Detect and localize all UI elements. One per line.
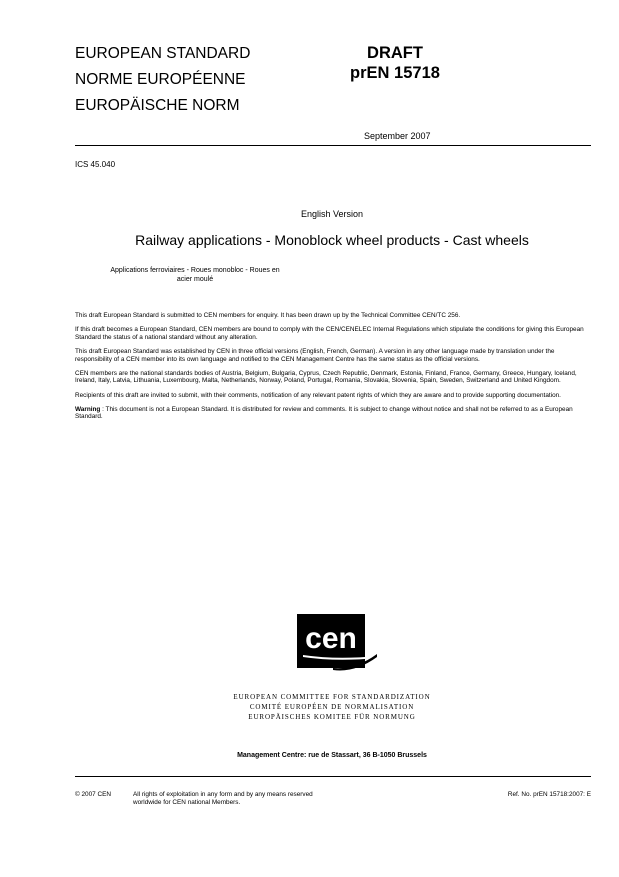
header-divider [75,145,591,146]
copyright: © 2007 CEN [75,791,111,798]
title-de: EUROPÄISCHE NORM [75,97,240,114]
rights-notice [133,791,393,806]
warning-text: : This document is not a European Standard. It is distributed for review and comments. It is subject to change without notice and shall not be referred to as a European Standard. [75,405,573,421]
ics-code: ICS 45.040 [75,160,116,169]
footer-divider [75,776,591,777]
paragraph-patents: Recipients of this draft are invited to submit, with their comments, notification of any relevant patent rights of which they are aware and to provide supporting documentation. [75,391,561,399]
paragraph-regulations: If this draft becomes a European Standard, CEN members are bound to comply with the CEN/CENELEC Internal Regulations which stipulate the conditions for giving this European Standard the status of a national standard without any alteration. [75,326,584,341]
draft-label: DRAFT [367,44,423,62]
paragraph-warning [75,406,593,421]
title-en: EUROPEAN STANDARD [75,45,251,62]
paragraph-enquiry: This draft European Standard is submitted to CEN members for enquiry. It has been drawn up by the Technical Committee CEN/TC 256. [75,312,461,319]
french-title-line1: Applications ferroviaires - Roues monobloc - Roues en [110,267,280,274]
management-centre: Management Centre: rue de Stassart, 36 B-1050 Brussels [237,752,427,759]
paragraph-versions: This draft European Standard was established by CEN in three official versions (English, French, German). A version in any other language made by translation under the responsibility of a CEN member into its own language and notified to the CEN Management Centre has the same status as the official versions. [75,347,555,363]
notice-paragraphs [75,312,593,428]
french-title-line2: acier moulé [176,276,214,283]
committee-fr: COMITÉ EUROPÉEN DE NORMALISATION [249,703,415,711]
cen-logo-text: cen [305,622,357,655]
reference-number: Ref. No. prEN 15718:2007: E [507,791,591,798]
warning-label: Warning [75,405,101,413]
committee-de: EUROPÄISCHES KOMITEE FÜR NORMUNG [248,713,416,721]
cen-logo-icon [293,612,379,682]
draft-block [335,43,455,83]
rights-line1: All rights of exploitation in any form and by any means reserved [133,791,313,798]
version-label: English Version [300,209,364,219]
title-fr: NORME EUROPÉENNE [75,71,246,88]
standard-titles [75,41,250,119]
paragraph-members: CEN members are the national standards bodies of Austria, Belgium, Bulgaria, Cyprus, Czech Republic, Denmark, Estonia, Finland, France, Germany, Greece, Hungary, Iceland, Ireland, Italy, Latvia, Lithuania, Luxembourg, Malta, Netherlands, Norway, Poland, Portugal, Romania, Slovakia, Slovenia, Spain, Sweden, Switzerland and United Kingdom. [75,369,577,385]
committee-names [0,692,619,722]
publication-date: September 2007 [364,131,431,141]
committee-en: EUROPEAN COMMITTEE FOR STANDARDIZATION [233,693,431,701]
rights-line2: worldwide for CEN national Members. [133,798,241,806]
document-title: Railway applications - Monoblock wheel products - Cast wheels [135,232,529,248]
doc-number: prEN 15718 [350,64,440,82]
french-title [80,266,310,284]
